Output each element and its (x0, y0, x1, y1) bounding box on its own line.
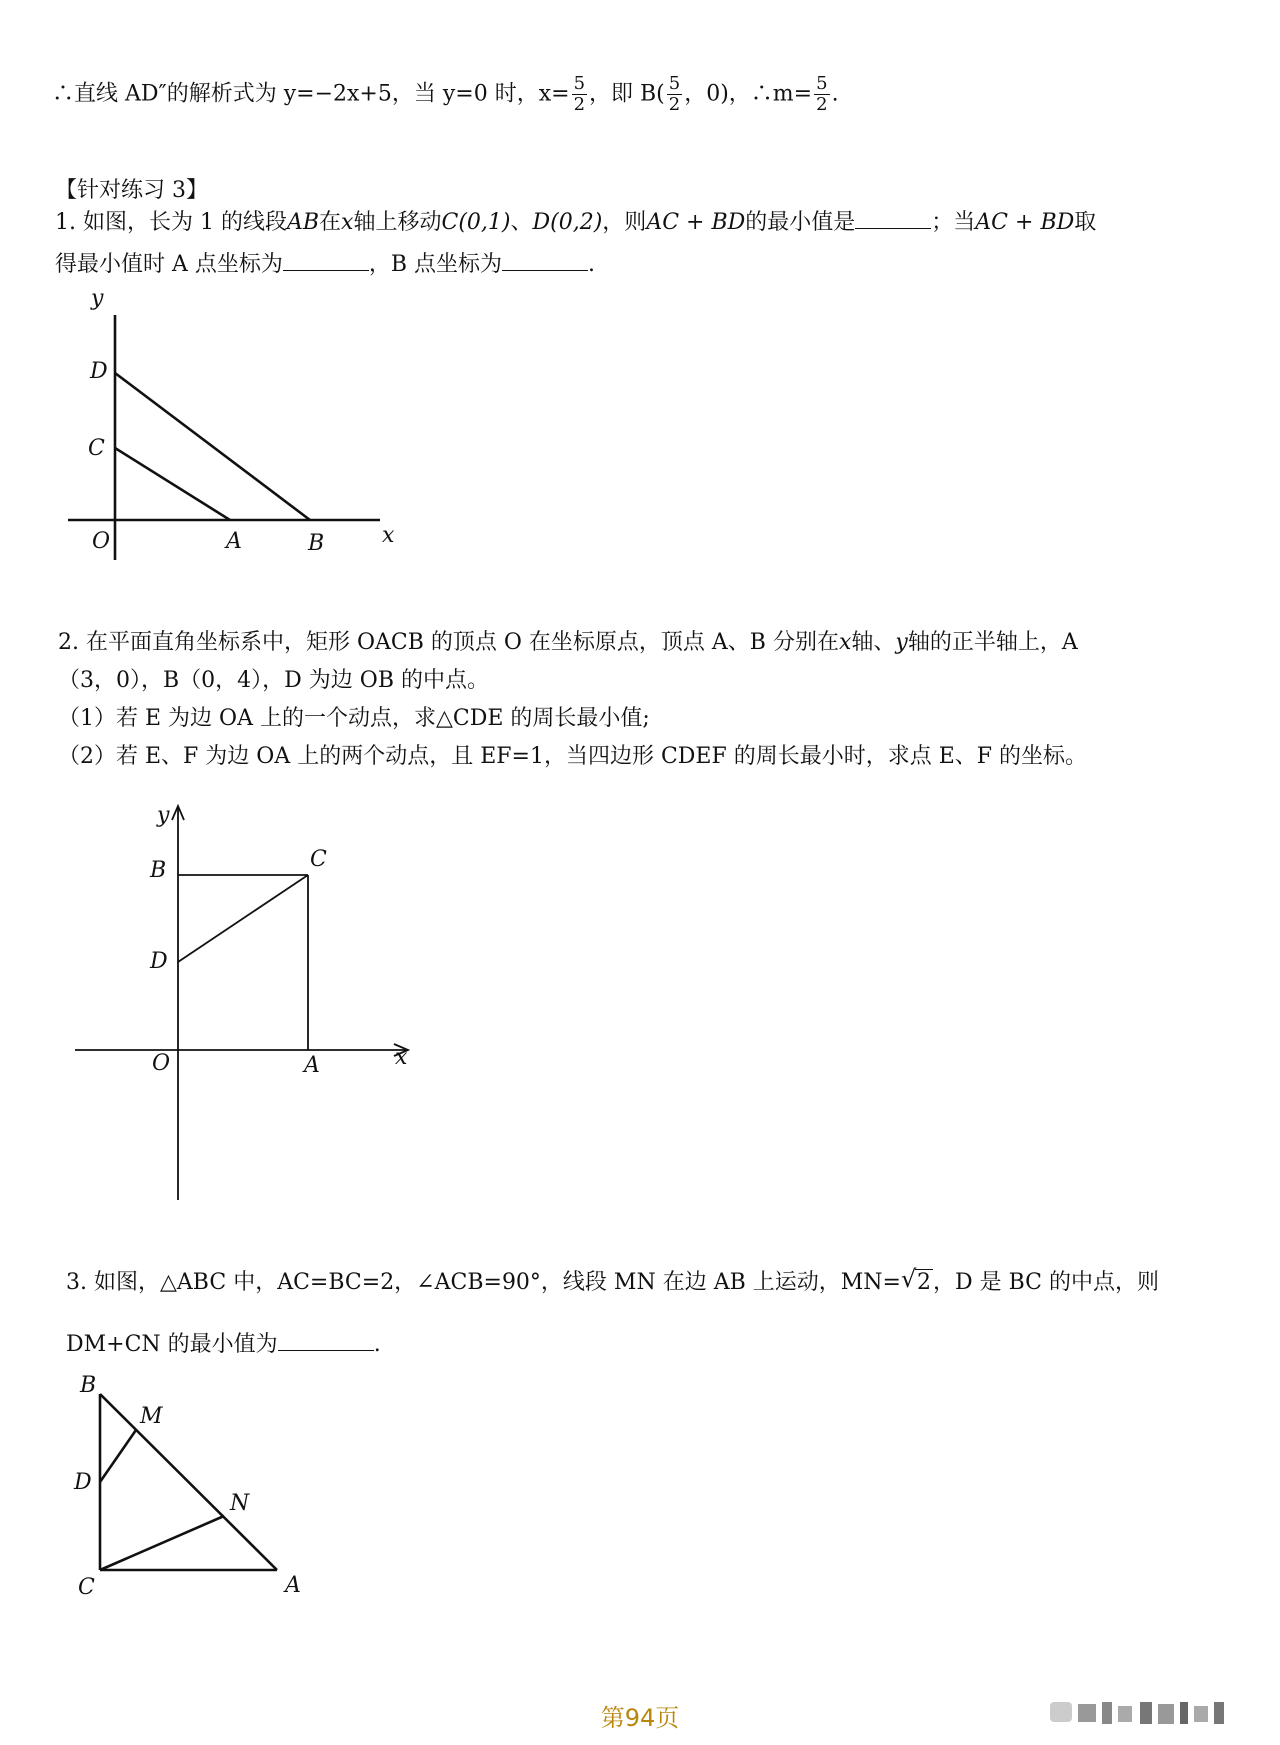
p1-x-symbol: x (341, 210, 354, 235)
p1-text: 得最小值时 A 点坐标为 (55, 252, 283, 277)
fig3-label-d: D (74, 1470, 92, 1495)
fig3-segment-cn (100, 1516, 224, 1570)
solution-text-mid1: ，即 B( (589, 81, 665, 107)
fig1-label-o: O (92, 529, 111, 554)
solution-text-mid2: ，0)，∴m= (684, 81, 813, 107)
fig2-label-o: O (152, 1051, 171, 1076)
p2-y-symbol: y (895, 630, 908, 655)
fraction-3-num: 5 (816, 73, 828, 94)
p1-text: ，则 (602, 210, 647, 235)
p1-text: 、 (510, 210, 533, 235)
page-number: 第94页 (600, 1704, 680, 1732)
p3-text: 3. 如图，△ABC 中，AC=BC=2，∠ACB=90°，线段 MN 在边 AB 上运动，MN= (66, 1270, 901, 1295)
problem-3-line-2 (66, 1328, 381, 1360)
p2-text: 轴、 (851, 630, 896, 655)
solution-text-prefix: ∴直线 AD″的解析式为 y=−2x+5，当 y=0 时，x= (52, 81, 570, 107)
p1-text: 轴上移动 (353, 210, 442, 235)
sqrt-radicand: 2 (916, 1270, 931, 1295)
p1-point-d: D(0,2) (532, 210, 603, 235)
fig2-label-y: y (157, 803, 170, 828)
fig1-segment-db (115, 373, 310, 520)
p1-expression: AC + BD (975, 210, 1075, 235)
p2-text: 2. 在平面直角坐标系中，矩形 OACB 的顶点 O 在坐标原点，顶点 A、B 分别在 (58, 630, 839, 655)
fig2-segment-dc (178, 875, 308, 962)
fig3-label-a: A (285, 1573, 301, 1598)
p1-text: 的最小值是 (745, 210, 856, 235)
fig2-label-x: x (395, 1045, 408, 1070)
fig1-label-c: C (88, 436, 105, 461)
p1-segment-ab: AB (286, 210, 320, 235)
fig3-side-ab (100, 1394, 277, 1570)
fig1-label-a: A (226, 529, 242, 554)
p1-point-c: C(0,1) (441, 210, 511, 235)
problem-2-part-2: （2）若 E、F 为边 OA 上的两个动点，且 EF=1，当四边形 CDEF 的周长最小时，求点 E、F 的坐标。 (58, 744, 1088, 769)
fraction-1-den: 2 (573, 94, 586, 115)
problem-2-part-1: （1）若 E 为边 OA 上的一个动点，求△CDE 的周长最小值; (58, 706, 650, 731)
problem-3-line-1 (66, 1265, 1159, 1298)
problem-2-line-1 (58, 628, 1078, 658)
p2-x-symbol: x (838, 630, 852, 655)
fig1-label-x: x (382, 523, 395, 548)
fig1-label-b: B (308, 531, 325, 556)
fig1-label-d: D (90, 359, 108, 384)
p1-text: ；当 (931, 210, 976, 235)
answer-blank-4[interactable] (278, 1328, 374, 1351)
fig3-label-c: C (78, 1575, 95, 1600)
section-title: 【针对练习 3】 (55, 178, 208, 203)
fig2-label-b: B (150, 858, 167, 883)
fig3-label-b: B (80, 1373, 97, 1398)
p3-text: DM+CN 的最小值为 (66, 1332, 278, 1357)
fraction-2-den: 2 (668, 94, 681, 115)
p1-expression: AC + BD (646, 210, 746, 235)
p1-text: . (588, 252, 596, 277)
p3-text: . (373, 1332, 381, 1357)
p1-text: 在 (319, 210, 342, 235)
fig3-segment-dm (100, 1430, 136, 1482)
p2-text: 轴的正半轴上，A (907, 630, 1078, 655)
p1-text: ，B 点坐标为 (368, 252, 503, 277)
fig3-label-m: M (140, 1404, 163, 1429)
fig2-label-c: C (310, 847, 327, 872)
fig2-label-d: D (150, 949, 168, 974)
fraction-2-num: 5 (668, 73, 681, 94)
fig1-label-y: y (91, 286, 104, 311)
p1-text: 1. 如图，长为 1 的线段 (55, 210, 287, 235)
watermark-decoration (1050, 1700, 1250, 1726)
fig2-label-a: A (304, 1053, 320, 1078)
p3-text: ，D 是 BC 的中点，则 (932, 1270, 1159, 1295)
fraction-1-num: 5 (573, 73, 586, 94)
fig3-label-n: N (230, 1491, 250, 1516)
solution-text-end: . (831, 81, 839, 107)
p1-text: 取 (1074, 210, 1097, 235)
fraction-3-den: 2 (816, 94, 828, 115)
problem-2-line-2: （3，0），B（0，4），D 为边 OB 的中点。 (58, 668, 489, 693)
sqrt-expression: √ 2 (900, 1265, 931, 1295)
fig1-segment-ca (115, 448, 230, 520)
